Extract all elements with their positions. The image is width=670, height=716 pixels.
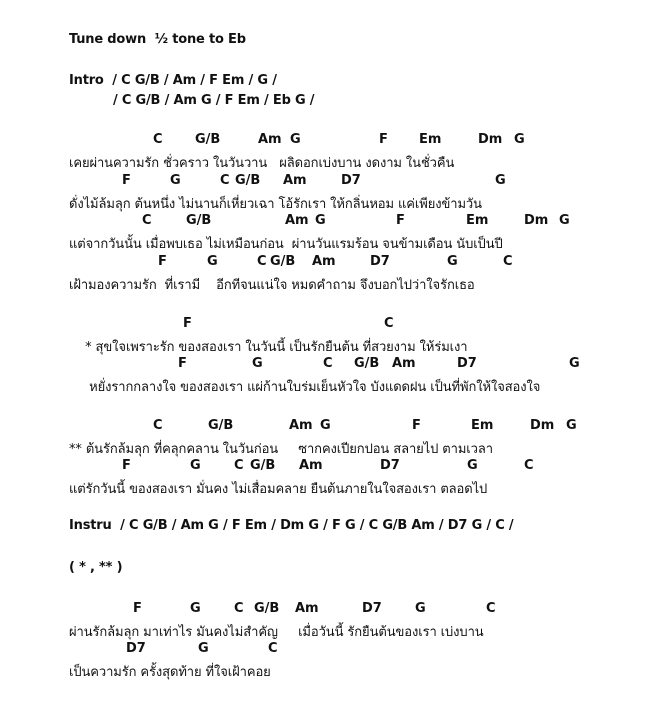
lyric-line: * สุขใจเพราะรัก ของสองเรา ในวันนี้ เป็นรักยืนต้น ที่สวยงาม ให้ร่มเงา xyxy=(69,340,468,355)
chord: G xyxy=(495,173,506,188)
chord: G xyxy=(569,356,580,371)
lyric-line: เคยผ่านความรัก ชั่วคราว ในวันวาน ผลิดอกเบ่งบาน งดงาม ในชั่วคืน xyxy=(69,156,455,171)
chord: D7 xyxy=(362,601,382,616)
lyric-line: ผ่านรักล้มลุก มาเท่าไร มันคงไม่สำคัญ เมื่อวันนี้ รักยืนต้นของเรา เบ่งบาน xyxy=(69,625,484,640)
chord: C xyxy=(384,316,394,331)
intro-line-2: / C G/B / Am G / F Em / Eb G / xyxy=(113,93,315,108)
chord: G xyxy=(320,418,331,433)
chord: Am xyxy=(295,601,319,616)
chord: G xyxy=(170,173,181,188)
chord: C xyxy=(234,601,244,616)
chord: D7 xyxy=(380,458,400,473)
chord: G xyxy=(514,132,525,147)
lyric-line: ** ต้นรักล้มลุก ที่คลุกคลาน ในวันก่อน ซากคงเปียกปอน สลายไป ตามเวลา xyxy=(69,442,493,457)
chord: G/B xyxy=(354,356,380,371)
lyric-line: หยั่งรากกลางใจ ของสองเรา แผ่ก้านใบร่มเย็นหัวใจ บังแดดฝน เป็นที่พักให้ใจสองใจ xyxy=(69,380,541,395)
chord: Em xyxy=(419,132,442,147)
chord: C xyxy=(220,173,230,188)
chord: G xyxy=(315,213,326,228)
chord: Am xyxy=(285,213,309,228)
chord: Am xyxy=(312,254,336,269)
chord: G xyxy=(198,641,209,656)
chord: G xyxy=(252,356,263,371)
lyric-line: เฝ้ามองความรัก ที่เรามี อีกทีจนแน่ใจ หมดคำถาม จึงบอกไปว่าใจรักเธอ xyxy=(69,278,475,293)
chord: G/B xyxy=(208,418,234,433)
chord: G xyxy=(566,418,577,433)
chord: G xyxy=(559,213,570,228)
chord: G xyxy=(190,601,201,616)
chord: Am xyxy=(392,356,416,371)
intro-line-1: Intro / C G/B / Am / F Em / G / xyxy=(69,73,277,88)
chord: G/B xyxy=(250,458,276,473)
chord: C xyxy=(268,641,278,656)
lyric-line: เป็นความรัก ครั้งสุดท้าย ที่ใจเฝ้าคอย xyxy=(69,665,271,680)
lyric-line: แต่รักวันนี้ ของสองเรา มั่นคง ไม่เสื่อมคลาย ยืนต้นภายในใจสองเรา ตลอดไป xyxy=(69,482,488,497)
chord: G xyxy=(190,458,201,473)
chord: G/B xyxy=(254,601,280,616)
chord: C xyxy=(323,356,333,371)
chord: D7 xyxy=(370,254,390,269)
chord: D7 xyxy=(341,173,361,188)
chord: F xyxy=(396,213,405,228)
lyric-line: ดั่งไม้ล้มลุก ต้นหนึ่ง ไม่นานก็เหี่ยวเฉา โอ้รักเรา ให้กลิ่นหอม แค่เพียงข้ามวัน xyxy=(69,197,482,212)
chord: G/B xyxy=(186,213,212,228)
chord: G xyxy=(290,132,301,147)
chord: G xyxy=(207,254,218,269)
chord: C xyxy=(142,213,152,228)
chord: Am xyxy=(289,418,313,433)
chord: Am xyxy=(258,132,282,147)
chord: C xyxy=(257,254,267,269)
chord: C xyxy=(524,458,534,473)
chord: G/B xyxy=(270,254,296,269)
chord: F xyxy=(122,173,131,188)
chord: D7 xyxy=(457,356,477,371)
chord: C xyxy=(486,601,496,616)
chord: G/B xyxy=(195,132,221,147)
chord: Em xyxy=(466,213,489,228)
chord: Am xyxy=(299,458,323,473)
chord: C xyxy=(503,254,513,269)
chord: Em xyxy=(471,418,494,433)
chord: F xyxy=(158,254,167,269)
chord: F xyxy=(122,458,131,473)
tuning-note: Tune down ½ tone to Eb xyxy=(69,32,246,47)
chord: Dm xyxy=(478,132,503,147)
chord: C xyxy=(153,132,163,147)
chord: Am xyxy=(283,173,307,188)
chord: F xyxy=(133,601,142,616)
repeat-marker: ( * , ** ) xyxy=(69,560,123,575)
instrumental-line: Instru / C G/B / Am G / F Em / Dm G / F G / C G/B Am / D7 G / C / xyxy=(69,518,514,533)
chord: C xyxy=(234,458,244,473)
chord: Dm xyxy=(530,418,555,433)
chord: G xyxy=(415,601,426,616)
chord: F xyxy=(412,418,421,433)
chord: F xyxy=(183,316,192,331)
chord: D7 xyxy=(126,641,146,656)
chord: Dm xyxy=(524,213,549,228)
chord: G xyxy=(447,254,458,269)
chord: G xyxy=(467,458,478,473)
chord: C xyxy=(153,418,163,433)
chord: F xyxy=(379,132,388,147)
lyric-line: แต่จากวันนั้น เมื่อพบเธอ ไม่เหมือนก่อน ผ่านวันแรมร้อน จนข้ามเดือน นับเป็นปี xyxy=(69,237,503,252)
chord: G/B xyxy=(235,173,261,188)
chord: F xyxy=(178,356,187,371)
